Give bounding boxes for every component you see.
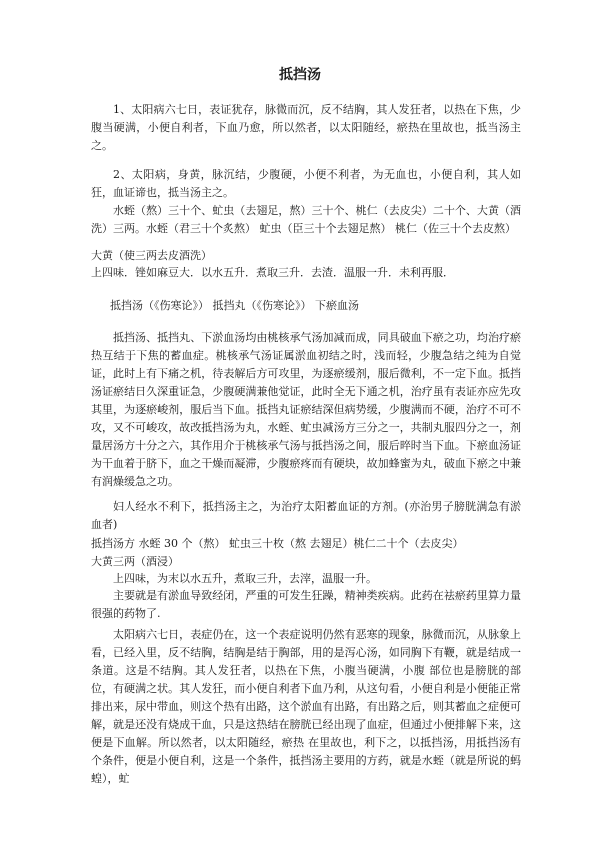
main-usage-note: 主要就是有淤血导致经闭，严重的可发生狂躁，精神类疾病。此药在祛瘀药里算力量很强的药物了. bbox=[91, 589, 521, 620]
formula-ingredients: 水蛭（熬）三十个、虻虫（去翅足，熬）三十个、桃仁（去皮尖）二十个、大黄（酒洗）三两。水蛭（君三十个炙熬） 虻虫（臣三十个去翅足熬） 桃仁（佐三十个去皮熬） bbox=[91, 204, 521, 235]
formula-2-preparation: 上四味，为末以水五升，煮取三升，去滓，温服一升。 bbox=[113, 572, 377, 585]
related-formulas-heading: 抵挡汤（《伤寒论》） 抵挡丸（《伤寒论》） 下瘀血汤 bbox=[110, 299, 359, 312]
formula-preparation: 上四味．锉如麻豆大．以水五升．煮取三升．去渣．温服一升．未利再服． bbox=[91, 266, 454, 279]
formula-2-ingredients: 抵挡汤方 水蛭 30 个（熬） 虻虫三十枚（熬 去翅足）桃仁二十个（去皮尖） bbox=[91, 537, 464, 550]
explanation-paragraph: 太阳病六七日，表症仍在，这一个表症说明仍然有恶寒的现象，脉微而沉，从脉象上看，已经入里，反不结胸，结胸是结于胸部，用的是泻心汤，如同胸下有鞭，就是结成一条道。这是不结胸。其人发狂者，以热在下焦，小腹当硬满，小腹 部位也是膀胱的部位，有硬满之状。其人发狂，而小便自利者下血乃利，从这句看，小便自利是小便能正常排出来，尿中带血，则这个热有出路，这个淤血有出路，有出路之后，则其蓄血之症便可解，就是还没有烧成干血，只是这热结在膀胱已经出现了血症，但通过小便排解下来，这便是下血解。所以然者，以太阳随经，瘀热 在里故也，利下之，以抵挡汤，用抵挡汤有个条件，便是小便自利，这是一个条件，抵挡汤主要用的方药，就是水蛭（就是所说的蚂蝗），虻 bbox=[91, 628, 521, 785]
formula-ingredients-tail: 大黄（使三两去皮酒洗） bbox=[91, 249, 212, 262]
women-indication: 妇人经水不利下，抵挡汤主之，为治疗太阳蓄血证的方剂。(亦治男子膀胱满急有淤血者) bbox=[91, 500, 521, 531]
formula-2-ingredients-tail: 大黄三两（酒浸） bbox=[91, 555, 179, 568]
clause-1: 1、太阳病六七日，表证犹存，脉微而沉，反不结胸，其人发狂者，以热在下焦，少腹当硬满，小便自利者，下血乃愈，所以然者，以太阳随经，瘀热在里故也，抵当汤主之。 bbox=[91, 103, 521, 152]
page-title: 抵挡汤 bbox=[279, 67, 321, 83]
clause-2: 2、太阳病，身黄，脉沉结，少腹硬，小便不利者，为无血也，小便自利，其人如狂，血证谛也，抵当汤主之。 bbox=[91, 168, 521, 199]
discussion-paragraph: 抵挡汤、抵挡丸、下淤血汤均由桃核承气汤加减而成，同具破血下瘀之功，均治疗瘀热互结于下焦的蓄血症。桃核承气汤证属淤血初结之时，浅而轻，少腹急结之纯为自觉证，此时上有下痛之机，待表解后方可攻里，为逐瘀缓剂，服后微利，不一定下血。抵挡汤证瘀结日久深重证急，少腹硬满兼他觉证，此时全无下通之机，治疗虽有表证亦应先攻其里，为逐瘀峻剂，服后当下血。抵挡丸证瘀结深但病势缓，少腹满而不硬，治疗不可不攻，又不可峻攻，故改抵挡汤为丸，水蛭、虻虫减汤方三分之一，共制丸服四分之一，剂量居汤方十分之六，其作用介于桃核承气汤与抵挡汤之间，服后晬时当下血。下瘀血汤证为干血着于脐下，血之干燥而凝滞，少腹瘀疼而有硬块，故加蜂蜜为丸，破血下瘀之中兼有润燥缓急之功。 bbox=[91, 331, 521, 488]
